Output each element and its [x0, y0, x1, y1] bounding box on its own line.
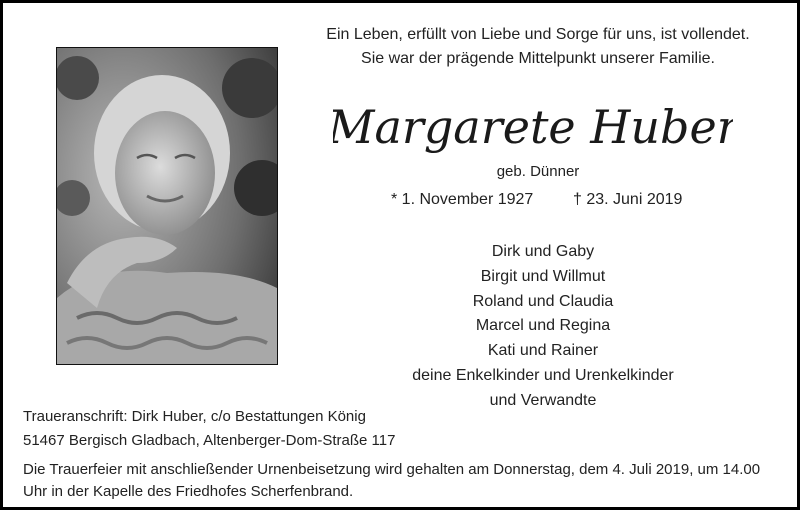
- family-line: und Verwandte: [489, 391, 597, 409]
- birth-date: * 1. November 1927: [391, 191, 534, 208]
- family-line: Roland und Claudia: [472, 292, 614, 310]
- address-line-2: 51467 Bergisch Gladbach, Altenberger-Dom-Straße 117: [23, 432, 396, 449]
- address-line-1: Traueranschrift: Dirk Huber, c/o Bestattungen König: [23, 408, 366, 425]
- intro-line-1: Ein Leben, erfüllt von Liebe und Sorge für uns, ist vollendet.: [326, 26, 750, 43]
- family-line: Kati und Rainer: [487, 342, 599, 360]
- portrait-photo: [56, 47, 278, 365]
- family-line: Birgit und Willmut: [480, 267, 606, 285]
- service-line-2: Uhr in der Kapelle des Friedhofes Scherfenbrand.: [23, 483, 354, 500]
- mourning-address: [23, 405, 395, 453]
- intro-line-2: Sie war der prägende Mittelpunkt unserer Familie.: [361, 50, 715, 67]
- portrait-illustration: [57, 48, 277, 364]
- family-line: deine Enkelkinder und Urenkelkinder: [412, 366, 674, 384]
- family-line: Dirk und Gaby: [491, 243, 595, 260]
- birth-name: geb. Dünner: [496, 163, 580, 180]
- funeral-service-info: [23, 459, 760, 503]
- deceased-name-script: [333, 85, 733, 165]
- family-line: Marcel und Regina: [475, 317, 611, 335]
- deceased-name: [333, 85, 733, 170]
- service-line-1: Die Trauerfeier mit anschließender Urnenbeisetzung wird gehalten am Donnerstag, dem 4. Juli 2019, um 14.00: [23, 461, 761, 478]
- family-list: [383, 240, 703, 414]
- intro-text: [303, 23, 773, 71]
- death-date: † 23. Juni 2019: [573, 191, 683, 208]
- svg-text:Margarete Huber: Margarete Huber: [333, 100, 733, 154]
